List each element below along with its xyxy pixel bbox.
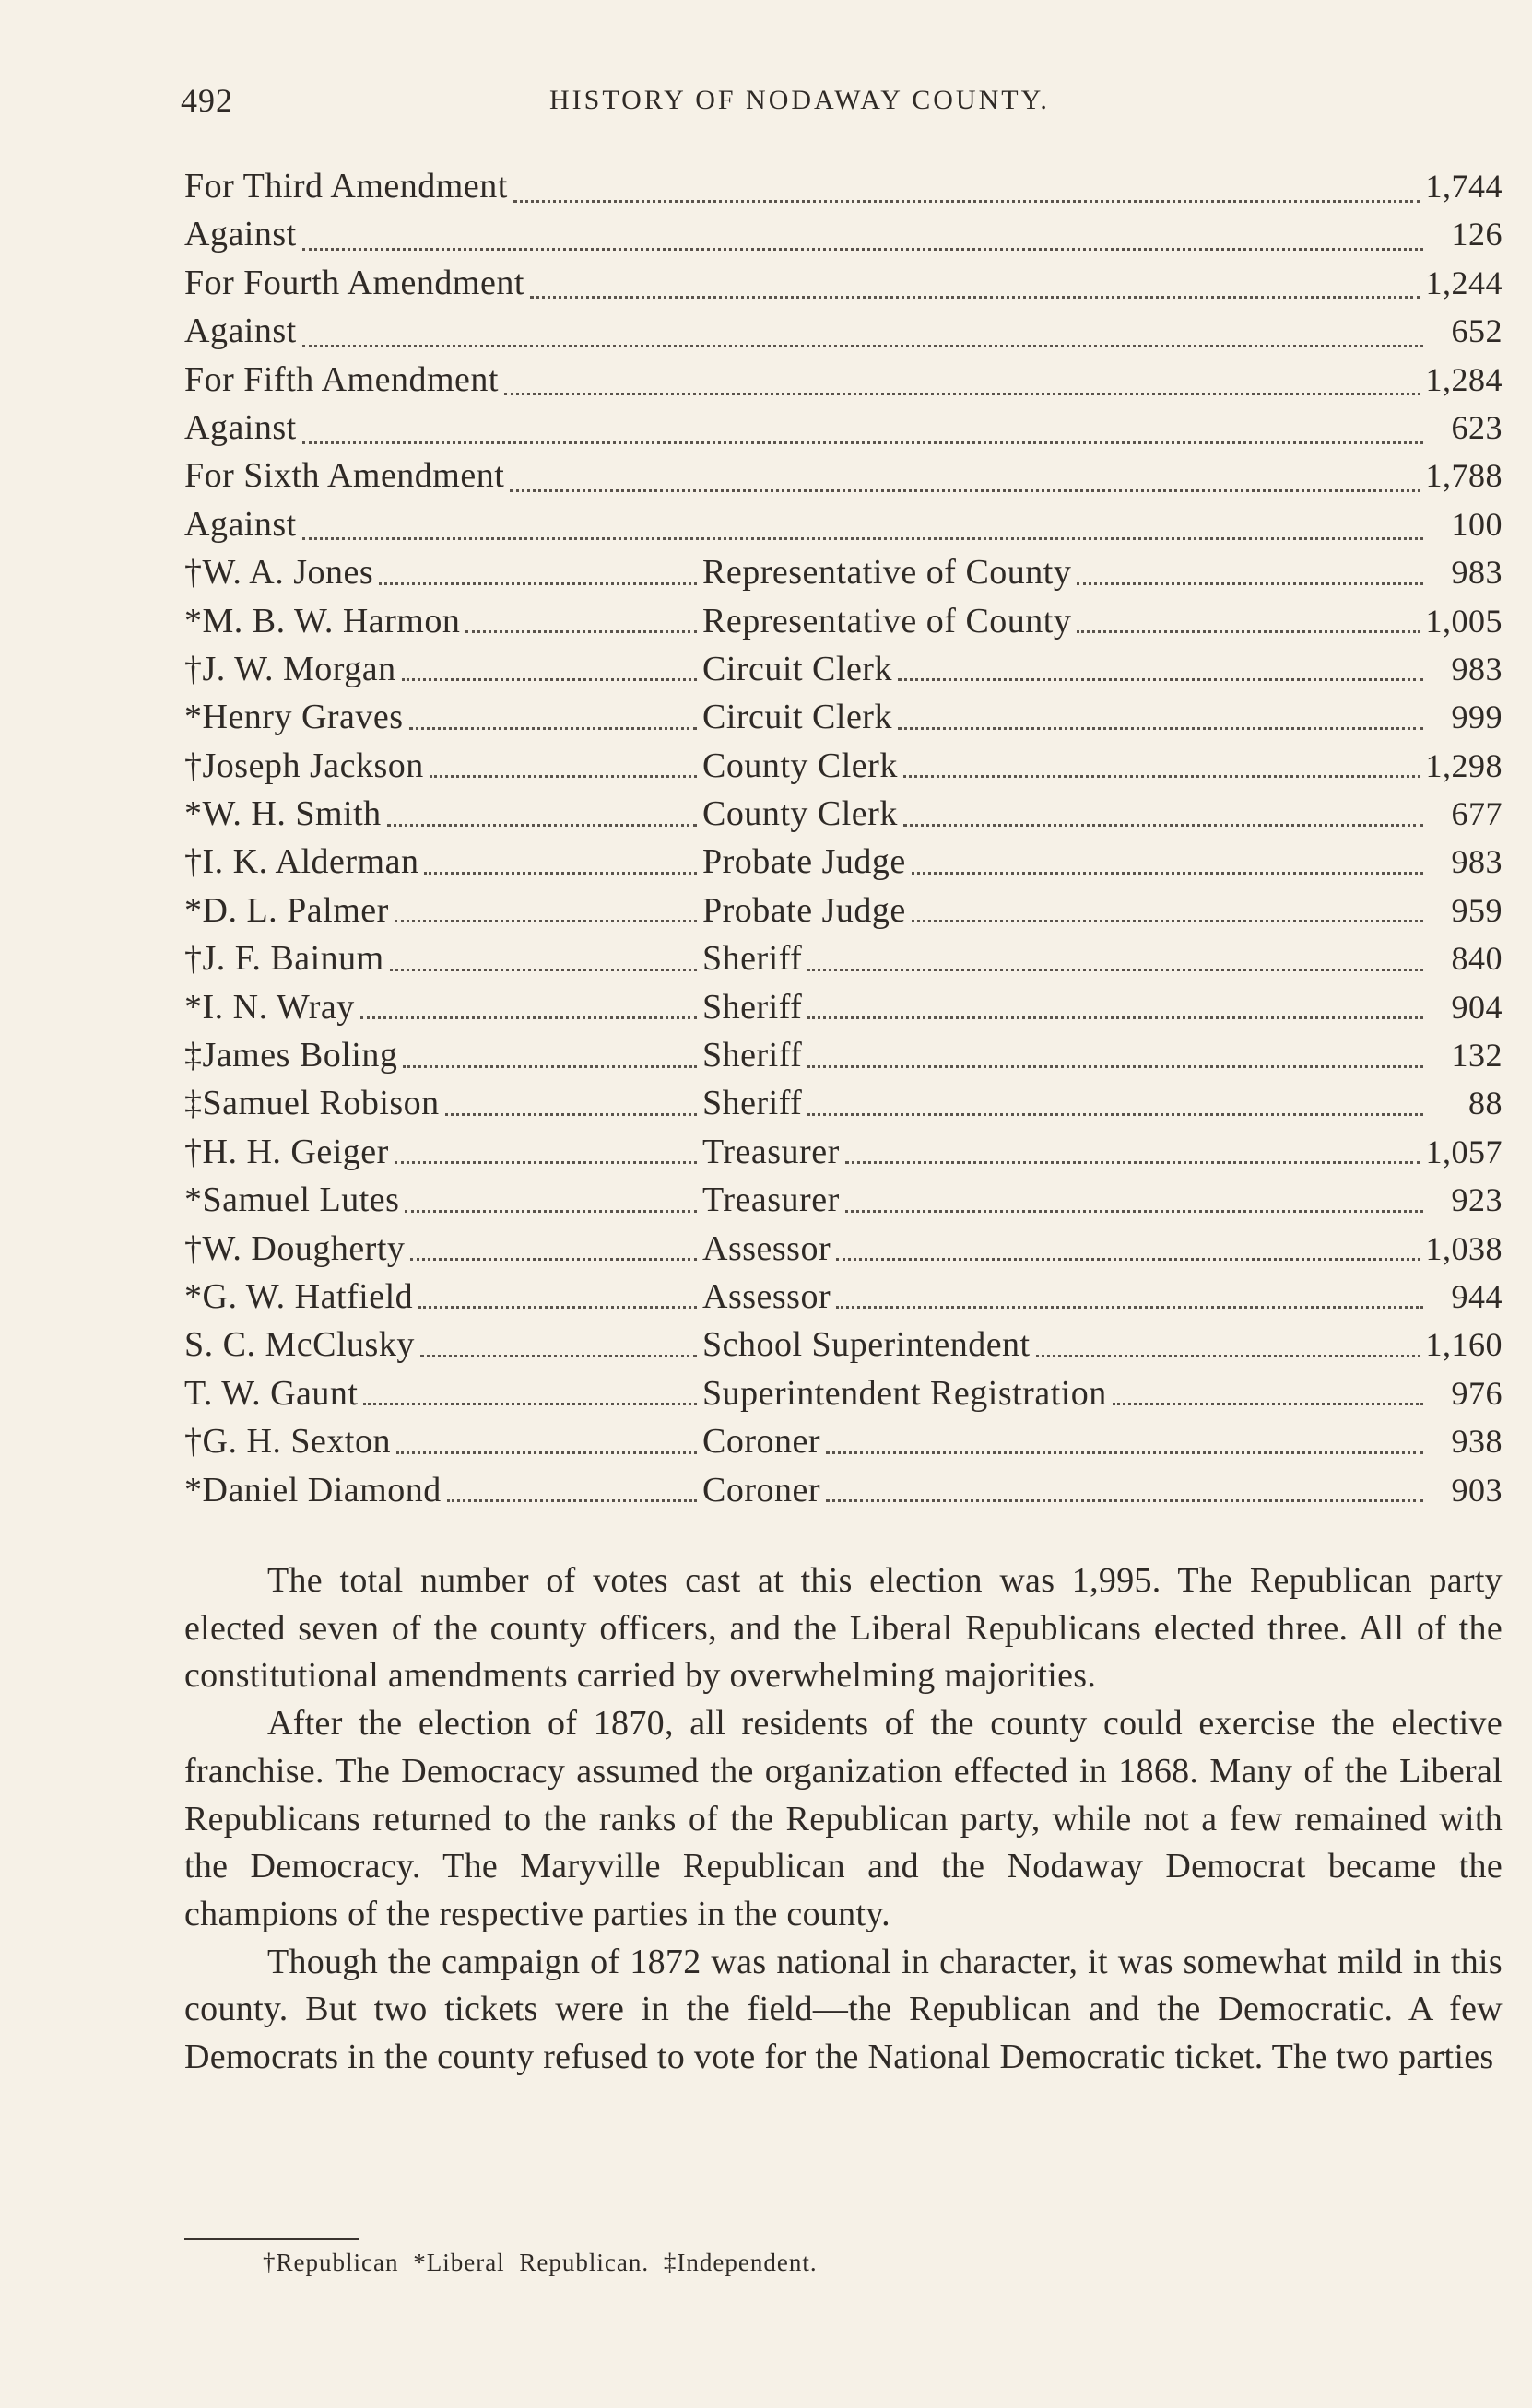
candidate-office: Representative of County	[702, 553, 1072, 593]
dot-leader	[302, 537, 1423, 540]
candidate-row	[184, 746, 1503, 793]
candidate-row	[184, 649, 1503, 697]
dot-leader	[396, 1451, 697, 1454]
candidate-row	[184, 890, 1503, 938]
vote-count: 1,244	[1425, 264, 1503, 301]
dot-leader	[898, 727, 1423, 730]
candidate-name: *I. N. Wray	[184, 987, 355, 1027]
candidate-office: Sheriff	[702, 1036, 803, 1075]
candidate-name: *Daniel Diamond	[184, 1470, 442, 1509]
dot-leader	[1077, 582, 1423, 585]
vote-count: 983	[1451, 650, 1503, 687]
dot-leader	[912, 920, 1423, 922]
dot-leader	[807, 969, 1423, 971]
dot-leader	[807, 1113, 1423, 1116]
dot-leader	[807, 1065, 1423, 1068]
running-head: HISTORY OF NODAWAY COUNTY.	[549, 85, 1050, 115]
paragraph: Though the campaign of 1872 was national in character, it was somewhat mild in this county. But two tickets were in the field—the Republican and the Democratic. A few Democrats in the county refused to vote for the National Democratic ticket. The two parties	[184, 1942, 1503, 2077]
candidate-office: Treasurer	[702, 1132, 840, 1171]
vote-count: 976	[1451, 1374, 1503, 1412]
election-results	[184, 166, 1503, 1518]
candidate-name: †W. A. Jones	[184, 553, 374, 593]
dot-leader	[387, 824, 697, 827]
candidate-office: Probate Judge	[702, 890, 906, 930]
candidate-office: Circuit Clerk	[702, 698, 892, 737]
dot-leader	[403, 1065, 697, 1068]
amendment-row	[184, 359, 1503, 407]
dot-leader	[302, 248, 1423, 251]
amendment-row	[184, 166, 1503, 214]
dot-leader	[302, 441, 1423, 444]
candidate-row	[184, 1180, 1503, 1227]
candidate-row	[184, 1132, 1503, 1180]
vote-count: 923	[1451, 1181, 1503, 1219]
amendment-label: Against	[184, 407, 297, 447]
candidate-name: †J. F. Bainum	[184, 939, 384, 979]
dot-leader	[1113, 1403, 1423, 1405]
footnote-independent: ‡Independent.	[663, 2249, 818, 2276]
dot-leader	[898, 678, 1423, 681]
dot-leader	[903, 824, 1423, 827]
candidate-office: Assessor	[702, 1228, 831, 1268]
candidate-row	[184, 601, 1503, 649]
candidate-name: S. C. McClusky	[184, 1325, 415, 1365]
dot-leader	[530, 296, 1420, 299]
dot-leader	[379, 582, 697, 585]
candidate-office: County Clerk	[702, 794, 898, 834]
candidate-office: Coroner	[702, 1470, 821, 1509]
candidate-office: Treasurer	[702, 1181, 840, 1220]
vote-count: 677	[1451, 795, 1503, 833]
dot-leader	[447, 1499, 697, 1502]
dot-leader	[465, 630, 697, 633]
candidate-row	[184, 552, 1503, 600]
paragraph: The total number of votes cast at this election was 1,995. The Republican party elected seven of the county officers, and the Liberal Republicans elected three. All of the constitutional amendments carried by overwhelming majorities.	[184, 1561, 1503, 1696]
candidate-name: *G. W. Hatfield	[184, 1276, 414, 1316]
candidate-office: Probate Judge	[702, 842, 906, 882]
candidate-row	[184, 1421, 1503, 1469]
candidate-name: ‡Samuel Robison	[184, 1084, 440, 1123]
amendment-label: For Fifth Amendment	[184, 359, 499, 399]
dot-leader	[845, 1161, 1420, 1164]
candidate-name: †H. H. Geiger	[184, 1132, 389, 1171]
candidate-name: ‡James Boling	[184, 1036, 398, 1075]
amendment-row	[184, 214, 1503, 262]
candidate-office: Circuit Clerk	[702, 649, 892, 688]
dot-leader	[807, 1016, 1423, 1019]
dot-leader	[430, 775, 697, 778]
dot-leader	[424, 872, 697, 875]
candidate-office: Representative of County	[702, 601, 1072, 640]
candidate-row	[184, 841, 1503, 889]
vote-count: 1,298	[1425, 746, 1503, 784]
dot-leader	[418, 1306, 697, 1309]
candidate-row	[184, 1035, 1503, 1083]
dot-leader	[420, 1355, 697, 1357]
dot-leader	[510, 489, 1420, 492]
dot-leader	[1077, 630, 1420, 633]
footnote-republican: †Republican	[263, 2249, 399, 2276]
vote-count: 1,038	[1425, 1229, 1503, 1267]
amendment-row	[184, 407, 1503, 455]
dot-leader	[845, 1210, 1423, 1213]
dot-leader	[903, 775, 1420, 778]
footnote-legend	[263, 2249, 818, 2277]
dot-leader	[402, 678, 697, 681]
candidate-row	[184, 987, 1503, 1035]
candidate-name: †I. K. Alderman	[184, 842, 419, 882]
candidate-name: †Joseph Jackson	[184, 746, 424, 785]
candidate-name: *W. H. Smith	[184, 794, 382, 834]
vote-count: 1,788	[1425, 457, 1503, 495]
amendment-row	[184, 504, 1503, 552]
dot-leader	[409, 727, 697, 730]
amendment-label: Against	[184, 311, 297, 351]
candidate-name: †W. Dougherty	[184, 1228, 406, 1268]
candidate-office: Assessor	[702, 1276, 831, 1316]
dot-leader	[360, 1016, 697, 1019]
vote-count: 88	[1468, 1085, 1503, 1122]
dot-leader	[1036, 1355, 1420, 1357]
narrative-text	[184, 1557, 1503, 2082]
vote-count: 1,744	[1425, 168, 1503, 205]
candidate-name: *Samuel Lutes	[184, 1181, 400, 1220]
candidate-name: T. W. Gaunt	[184, 1373, 359, 1413]
amendment-label: For Fourth Amendment	[184, 263, 524, 302]
vote-count: 944	[1451, 1277, 1503, 1315]
vote-count: 938	[1451, 1423, 1503, 1461]
vote-count: 904	[1451, 988, 1503, 1026]
amendment-label: For Third Amendment	[184, 167, 508, 206]
candidate-office: Sheriff	[702, 939, 803, 979]
dot-leader	[836, 1306, 1423, 1309]
candidate-row	[184, 1470, 1503, 1518]
vote-count: 959	[1451, 891, 1503, 929]
dot-leader	[912, 872, 1423, 875]
vote-count: 100	[1451, 505, 1503, 543]
vote-count: 1,160	[1425, 1326, 1503, 1364]
paragraph: After the election of 1870, all residents of the county could exercise the elective franchise. The Democracy assumed the organization effected in 1868. Many of the Liberal Republicans returned to the ranks of the Republican party, while not a few remained with the Democracy. The Maryville Republican and the Nodaway Democrat became the champions of the respective parties in the county.	[184, 1704, 1503, 1933]
candidate-office: Sheriff	[702, 987, 803, 1027]
dot-leader	[302, 345, 1423, 347]
vote-count: 999	[1451, 699, 1503, 736]
dot-leader	[405, 1210, 697, 1213]
dot-leader	[513, 200, 1420, 203]
vote-count: 623	[1451, 408, 1503, 446]
candidate-office: Coroner	[702, 1422, 821, 1462]
vote-count: 1,005	[1425, 602, 1503, 640]
dot-leader	[395, 1161, 697, 1164]
candidate-office: Superintendent Registration	[702, 1373, 1107, 1413]
candidate-office: Sheriff	[702, 1084, 803, 1123]
vote-count: 983	[1451, 554, 1503, 592]
candidate-name: †J. W. Morgan	[184, 649, 396, 688]
candidate-row	[184, 793, 1503, 841]
candidate-name: *Henry Graves	[184, 698, 404, 737]
dot-leader	[410, 1258, 697, 1261]
candidate-row	[184, 938, 1503, 986]
candidate-row	[184, 1373, 1503, 1421]
dot-leader	[363, 1403, 697, 1405]
candidate-office: School Superintendent	[702, 1325, 1031, 1365]
amendment-row	[184, 455, 1503, 503]
dot-leader	[445, 1113, 697, 1116]
candidate-row	[184, 1083, 1503, 1131]
dot-leader	[826, 1499, 1423, 1502]
amendment-label: Against	[184, 504, 297, 544]
dot-leader	[826, 1451, 1423, 1454]
candidate-row	[184, 697, 1503, 745]
dot-leader	[504, 393, 1420, 395]
amendment-row	[184, 311, 1503, 358]
footnote-liberal-republican: *Liberal Republican.	[413, 2249, 650, 2276]
dot-leader	[836, 1258, 1420, 1261]
page-number: 492	[181, 82, 233, 119]
vote-count: 132	[1451, 1037, 1503, 1075]
vote-count: 1,057	[1425, 1133, 1503, 1170]
candidate-name: †G. H. Sexton	[184, 1422, 391, 1462]
candidate-row	[184, 1228, 1503, 1276]
candidate-row	[184, 1276, 1503, 1324]
vote-count: 652	[1451, 312, 1503, 350]
candidate-name: *D. L. Palmer	[184, 890, 389, 930]
page-header	[181, 81, 1508, 127]
candidate-name: *M. B. W. Harmon	[184, 601, 461, 640]
candidate-office: County Clerk	[702, 746, 898, 785]
dot-leader	[390, 969, 697, 971]
footnote-rule	[184, 2238, 359, 2240]
amendment-row	[184, 263, 1503, 311]
dot-leader	[395, 920, 697, 922]
vote-count: 983	[1451, 843, 1503, 881]
vote-count: 126	[1451, 216, 1503, 253]
vote-count: 1,284	[1425, 360, 1503, 398]
amendment-label: For Sixth Amendment	[184, 456, 505, 496]
amendment-label: Against	[184, 215, 297, 254]
vote-count: 903	[1451, 1471, 1503, 1509]
vote-count: 840	[1451, 940, 1503, 978]
candidate-row	[184, 1324, 1503, 1372]
